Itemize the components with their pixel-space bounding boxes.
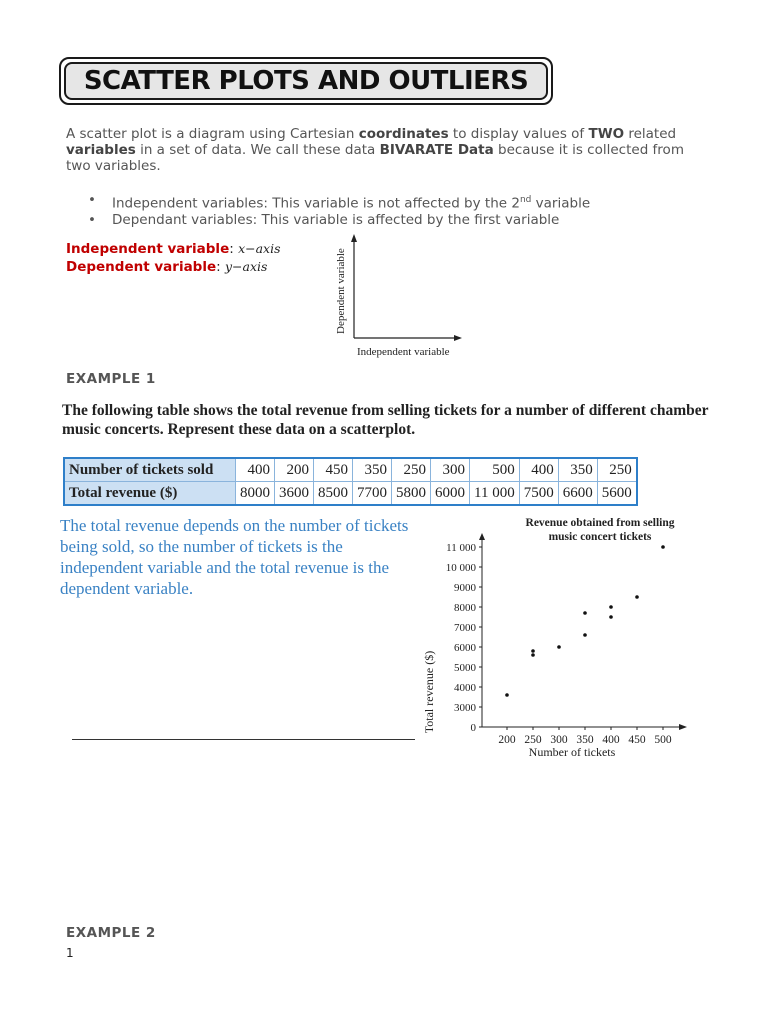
data-table <box>63 457 638 506</box>
intro-text: related <box>624 126 677 142</box>
table-cell: 7500 <box>519 482 558 506</box>
bullet-superscript: nd <box>519 195 532 205</box>
x-tick-label: 500 <box>654 734 672 746</box>
y-tick-label: 10 000 <box>445 562 476 574</box>
intro-text: to display values of <box>448 126 589 142</box>
table-cell: 8000 <box>236 482 275 506</box>
answer-line <box>72 739 415 740</box>
intro-bold: BIVARATE Data <box>379 142 494 158</box>
independent-line <box>66 240 281 258</box>
example2-heading: EXAMPLE 2 <box>66 925 156 941</box>
x-axis-arrow-icon <box>679 724 687 730</box>
data-point <box>531 653 535 657</box>
table-cell: 350 <box>558 458 597 482</box>
x-tick-label: 350 <box>576 734 594 746</box>
data-point <box>661 545 665 549</box>
intro-text: because it is collected from two variables. <box>66 142 684 174</box>
example1-explanation: The total revenue depends on the number of tickets being sold, so the number of tickets is the independent variable and the total revenue is the dependent variable. <box>60 516 409 598</box>
bullet-text-pre: Independent variables: This variable is not affected by the 2 <box>112 195 520 212</box>
x-tick-label: 250 <box>524 734 542 746</box>
table-cell: 3600 <box>275 482 314 506</box>
list-item <box>88 192 590 212</box>
y-tick-label: 7000 <box>454 622 476 634</box>
x-tick-labels <box>498 727 672 746</box>
sketch-x-arrow-icon <box>454 335 462 341</box>
separator: : <box>216 259 225 275</box>
data-point <box>505 693 509 697</box>
chart-title-line2: music concert tickets <box>548 531 652 543</box>
chart-xlabel: Number of tickets <box>528 745 616 759</box>
data-point <box>531 649 535 653</box>
dependent-line <box>66 258 281 276</box>
y-tick-labels <box>446 542 482 734</box>
sketch-y-arrow-icon <box>351 234 357 242</box>
intro-text: A scatter plot is a diagram using Cartesian <box>66 126 359 142</box>
table-row <box>64 458 637 482</box>
y-tick-label: 11 000 <box>446 542 476 554</box>
data-point <box>583 633 587 637</box>
intro-text: in a set of data. We call these data <box>135 142 380 158</box>
x-tick-label: 450 <box>628 734 646 746</box>
intro-bold: variables <box>66 142 136 158</box>
variable-definitions <box>66 240 281 276</box>
bullet-text <box>112 192 590 212</box>
data-point <box>557 645 561 649</box>
chart-axes <box>479 533 687 730</box>
table-cell: 200 <box>275 458 314 482</box>
independent-label: Independent variable <box>66 241 230 257</box>
list-item <box>88 212 590 228</box>
sketch-x-label: Independent variable <box>357 346 450 358</box>
x-tick-label: 300 <box>550 734 568 746</box>
table-cell: 450 <box>314 458 353 482</box>
scatter-chart <box>415 512 700 762</box>
data-point <box>635 595 639 599</box>
data-point <box>609 615 613 619</box>
y-axis-arrow-icon <box>479 533 485 540</box>
intro-bold: coordinates <box>358 126 449 142</box>
independent-axis: x−axis <box>238 241 281 256</box>
sketch-y-label: Dependent variable <box>335 248 347 334</box>
bullet-icon: • <box>88 192 96 208</box>
table-cell: 350 <box>353 458 392 482</box>
table-row <box>64 482 637 506</box>
table-cell: 400 <box>236 458 275 482</box>
x-tick-label: 400 <box>602 734 620 746</box>
y-tick-label: 9000 <box>454 582 476 594</box>
x-tick-label: 200 <box>498 734 516 746</box>
table-row-header: Number of tickets sold <box>64 458 236 482</box>
page-title: SCATTER PLOTS AND OUTLIERS <box>64 62 548 100</box>
y-tick-label: 0 <box>470 722 476 734</box>
bullet-text: Dependant variables: This variable is affected by the first variable <box>112 211 560 228</box>
example1-statement: The following table shows the total revenue from selling tickets for a number of different chamber music concerts. Represent these data on a scatterplot. <box>62 402 709 438</box>
y-tick-label: 4000 <box>454 682 476 694</box>
table-cell: 400 <box>519 458 558 482</box>
intro-paragraph <box>66 126 706 174</box>
dependent-label: Dependent variable <box>66 259 217 275</box>
y-tick-label: 3000 <box>454 702 476 714</box>
y-tick-label: 6000 <box>454 642 476 654</box>
y-tick-label: 5000 <box>454 662 476 674</box>
table-cell: 250 <box>597 458 637 482</box>
chart-title: Revenue obtained from selling <box>525 517 675 529</box>
y-tick-label: 8000 <box>454 602 476 614</box>
table-cell: 5800 <box>392 482 431 506</box>
bullet-text-post: variable <box>531 195 591 212</box>
example1-heading: EXAMPLE 1 <box>66 371 156 387</box>
table-cell: 5600 <box>597 482 637 506</box>
dependent-axis: y−axis <box>224 259 268 274</box>
page-number: 1 <box>66 946 74 960</box>
bullet-icon: • <box>88 211 96 228</box>
table-cell: 11 000 <box>470 482 520 506</box>
intro-bold: TWO <box>588 126 625 142</box>
table-cell: 7700 <box>353 482 392 506</box>
data-points <box>505 545 665 697</box>
table-cell: 500 <box>470 458 520 482</box>
separator: : <box>229 241 239 257</box>
table-cell: 8500 <box>314 482 353 506</box>
data-point <box>609 605 613 609</box>
data-point <box>583 611 587 615</box>
axes-sketch <box>330 230 480 362</box>
table-row-header: Total revenue ($) <box>64 482 236 506</box>
table-cell: 250 <box>392 458 431 482</box>
chart-ylabel: Total revenue ($) <box>422 650 436 734</box>
table-cell: 300 <box>431 458 470 482</box>
table-cell: 6600 <box>558 482 597 506</box>
table-cell: 6000 <box>431 482 470 506</box>
bullet-list <box>88 192 590 228</box>
